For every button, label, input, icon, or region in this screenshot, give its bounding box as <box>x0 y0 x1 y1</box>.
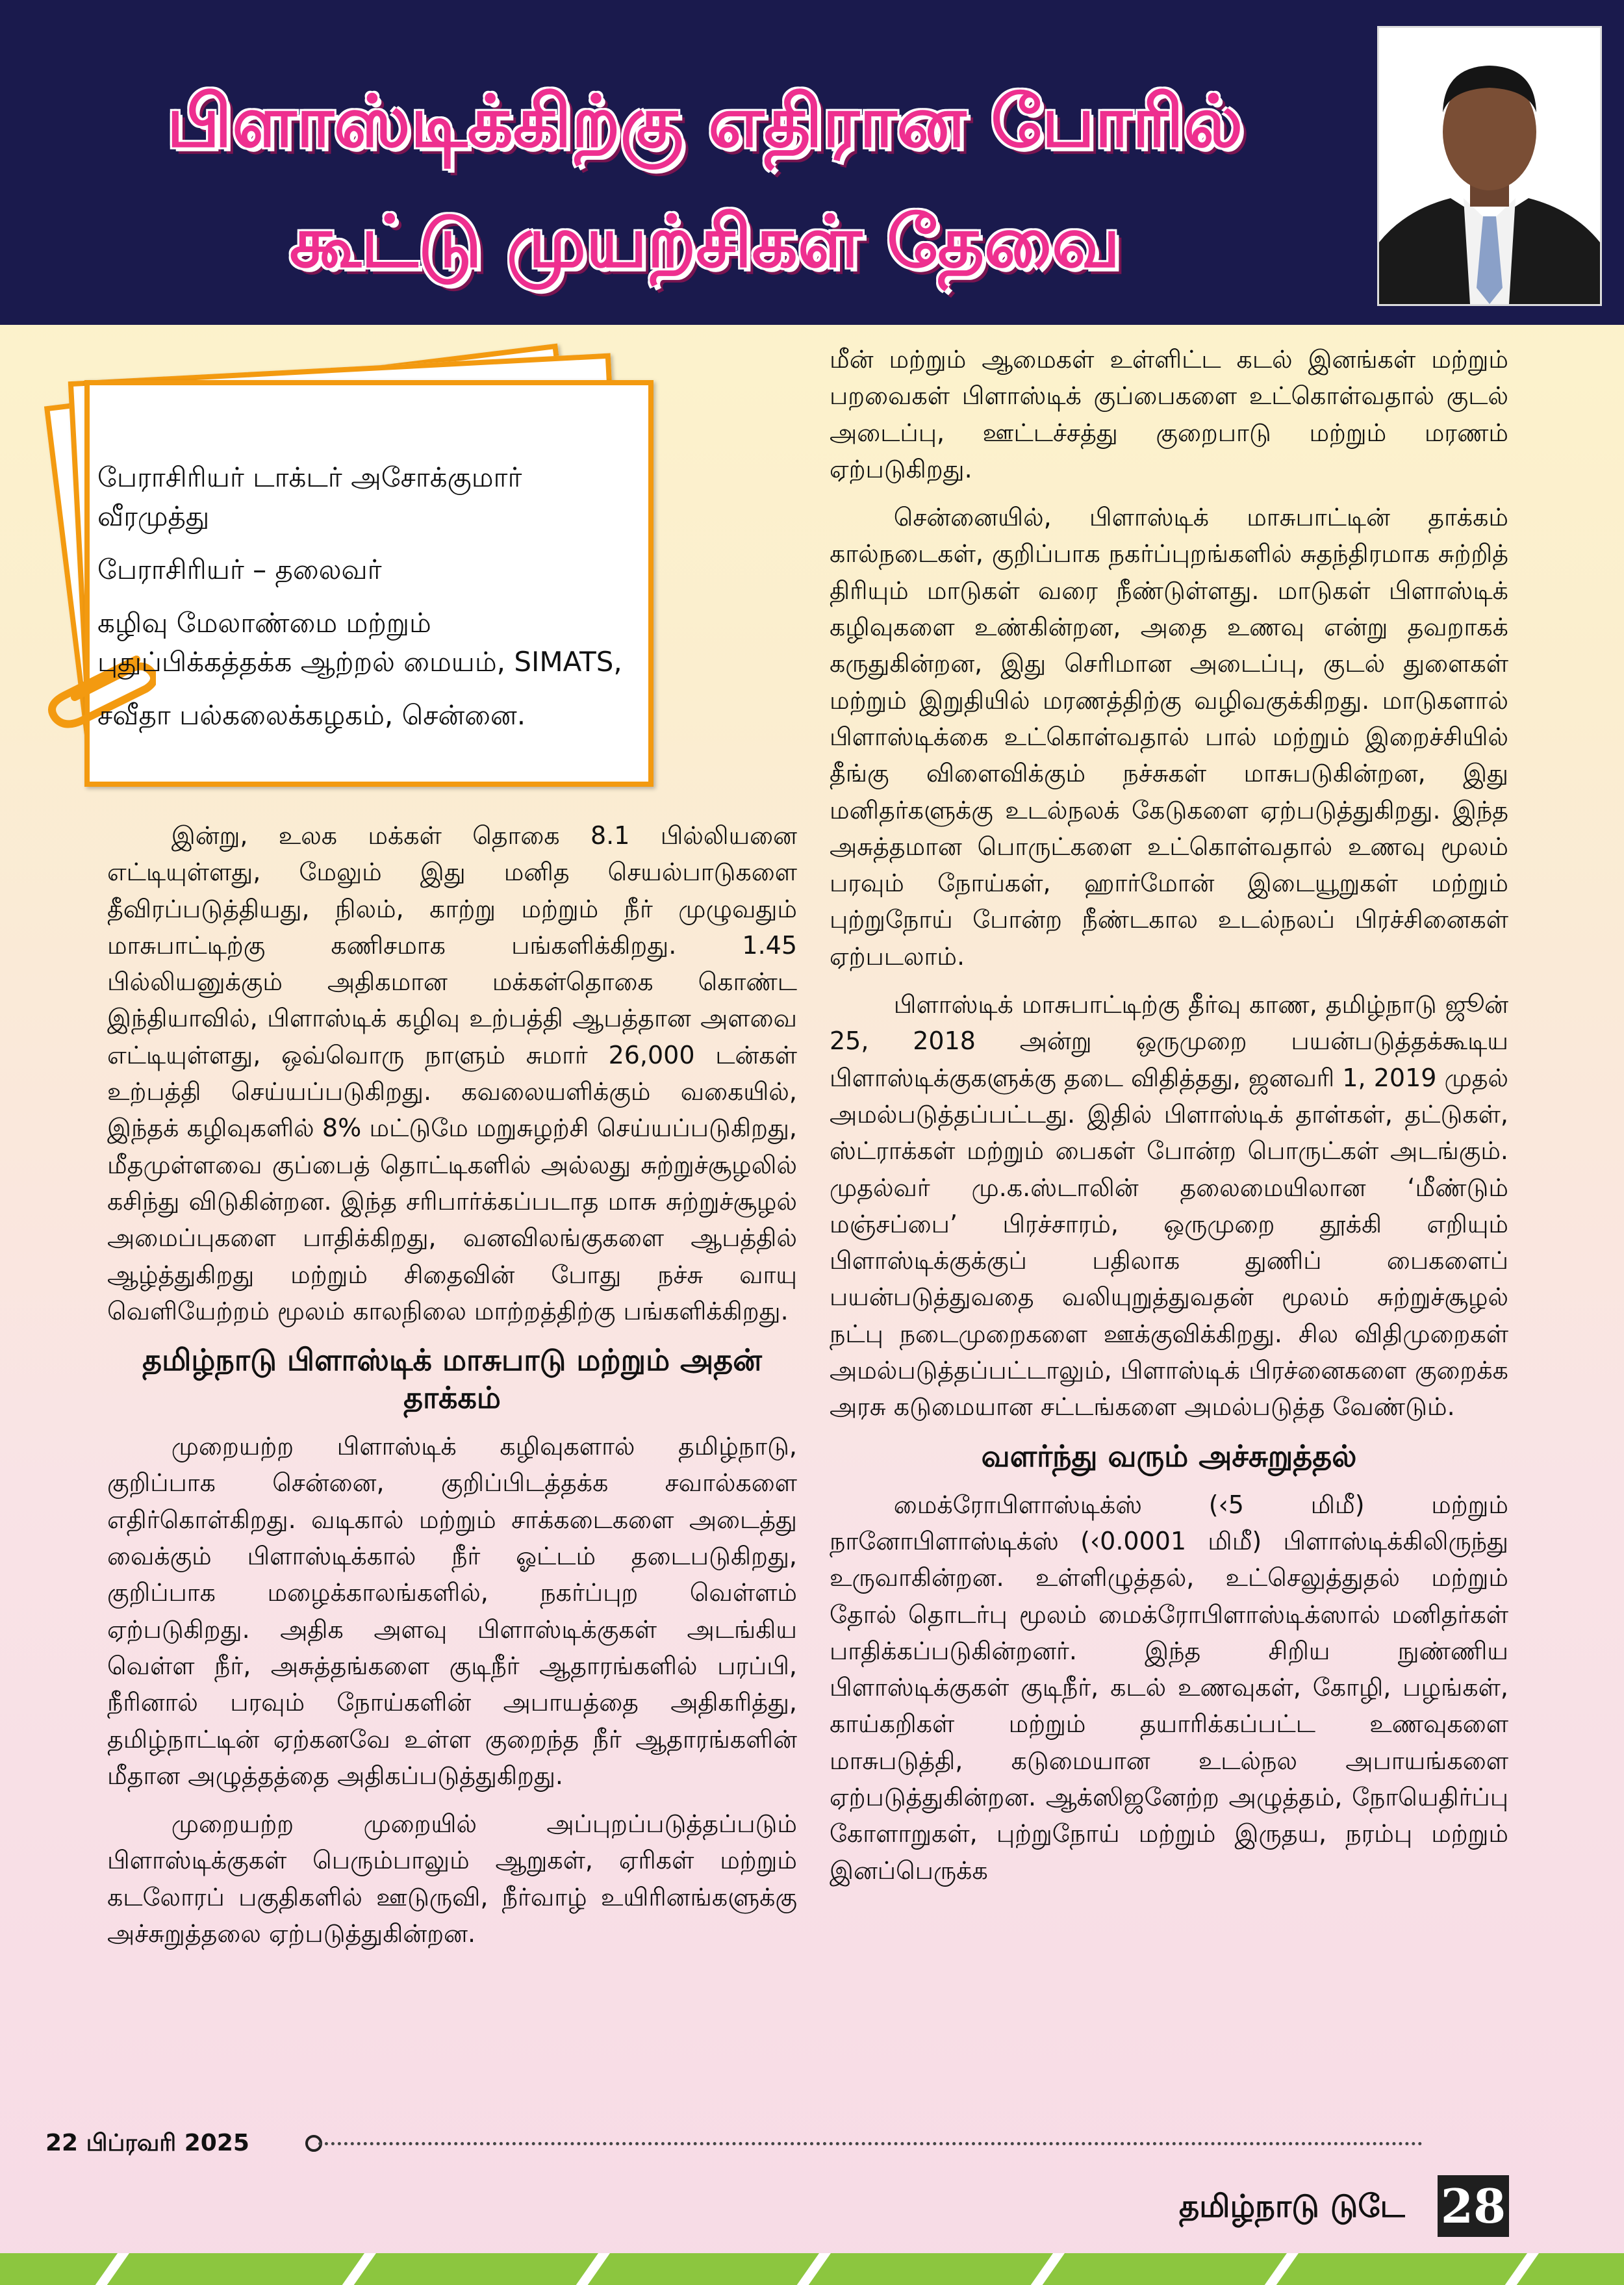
page-number: 28 <box>1438 2175 1509 2237</box>
paragraph: மைக்ரோபிளாஸ்டிக்ஸ் (‹5 மிமீ) மற்றும் நானோபிளாஸ்டிக்ஸ் (‹0.0001 மிமீ) பிளாஸ்டிக்கிலிருந்து உருவாகின்றன. உள்ளிழுத்தல், உட்செலுத்துதல் மற்றும் தோல் தொடர்பு மூலம் மைக்ரோபிளாஸ்டிக்ஸால் மனிதர்கள் பாதிக்கப்படுகின்றனர். இந்த சிறிய நுண்ணிய பிளாஸ்டிக்குகள் குடிநீர், கடல் உணவுகள், கோழி, பழங்கள், காய்கறிகள் மற்றும் தயாரிக்கப்பட்ட உணவுகளை மாசுபடுத்தி, கடுமையான உடல்நல அபாயங்களை ஏற்படுத்துகின்றன. ஆக்ஸிஜனேற்ற அழுத்தம், நோயெதிர்ப்பு கோளாறுகள், புற்றுநோய் மற்றும் இருதய, நரம்பு மற்றும் இனப்பெருக்க <box>830 1490 1508 1885</box>
title-line-2: கூட்டு முயற்சிகள் தேவை <box>289 200 1121 283</box>
stripe <box>566 2253 615 2285</box>
stripe <box>1495 2253 1543 2285</box>
author-info <box>97 458 630 749</box>
author-card <box>39 354 656 809</box>
author-name: பேராசிரியர் டாக்டர் அசோக்குமார் வீரமுத்து <box>97 461 522 532</box>
stripe <box>1021 2253 1069 2285</box>
stripe <box>86 2253 134 2285</box>
paragraph: முறையற்ற முறையில் அப்புறப்படுத்தப்படும் பிளாஸ்டிக்குகள் பெரும்பாலும் ஆறுகள், ஏரிகள் மற்றும் கடலோரப் பகுதிகளில் ஊடுருவி, நீர்வாழ் உயிரினங்களுக்கு அச்சுறுத்தலை ஏற்படுத்துகின்றன. <box>107 1809 797 1948</box>
stripe <box>333 2253 381 2285</box>
title-line-1: பிளாஸ்டிக்கிற்கு எதிரான போரில் <box>166 80 1243 163</box>
paragraph: பிளாஸ்டிக் மாசுபாட்டிற்கு தீர்வு காண, தமிழ்நாடு ஜூன் 25, 2018 அன்று ஒருமுறை பயன்படுத்தக்கூடிய பிளாஸ்டிக்குகளுக்கு தடை விதித்தது, ஜனவரி 1, 2019 முதல் அமல்படுத்தப்பட்டது. இதில் பிளாஸ்டிக் தாள்கள், தட்டுகள், ஸ்ட்ராக்கள் மற்றும் பைகள் போன்ற பொருட்கள் அடங்கும். முதல்வர் மு.க.ஸ்டாலின் தலைமையிலான ‘மீண்டும் மஞ்சப்பை’ பிரச்சாரம், ஒருமுறை தூக்கி எறியும் பிளாஸ்டிக்குக்குப் பதிலாக துணிப் பைகளைப் பயன்படுத்துவதை வலியுறுத்துவதன் மூலம் சுற்றுச்சூழல் நட்பு நடைமுறைகளை ஊக்குவிக்கிறது. சில விதிமுறைகள் அமல்படுத்தப்பட்டாலும், பிளாஸ்டிக் பிரச்னைகளை குறைக்க அரசு கடுமையான சட்டங்களை அமல்படுத்த வேண்டும். <box>830 990 1508 1422</box>
paragraph: சென்னையில், பிளாஸ்டிக் மாசுபாட்டின் தாக்கம் கால்நடைகள், குறிப்பாக நகர்ப்புறங்களில் சுதந்திரமாக சுற்றித் திரியும் மாடுகள் வரை நீண்டுள்ளது. மாடுகள் பிளாஸ்டிக் கழிவுகளை உண்கின்றன, அதை உணவு என்று தவறாகக் கருதுகின்றன, இது செரிமான அடைப்பு, குடல் துளைகள் மற்றும் இறுதியில் மரணத்திற்கு வழிவகுக்கிறது. மாடுகளால் பிளாஸ்டிக்கை உட்கொள்வதால் பால் மற்றும் இறைச்சியில் தீங்கு விளைவிக்கும் நச்சுகள் மாசுபடுகின்றன, இது மனிதர்களுக்கு உடல்நலக் கேடுகளை ஏற்படுத்துகிறது. இந்த அசுத்தமான பொருட்களை உட்கொள்வதால் உணவு மூலம் பரவும் நோய்கள், ஹார்மோன் இடையூறுகள் மற்றும் புற்றுநோய் போன்ற நீண்டகால உடல்நலப் பிரச்சினைகள் ஏற்படலாம். <box>830 503 1508 971</box>
paragraph: இன்று, உலக மக்கள் தொகை 8.1 பில்லியனை எட்டியுள்ளது, மேலும் இது மனித செயல்பாடுகளை தீவிரப்படுத்தியது, நிலம், காற்று மற்றும் நீர் முழுவதும் மாசுபாட்டிற்கு கணிசமாக பங்களிக்கிறது. 1.45 பில்லியனுக்கும் அதிகமான மக்கள்தொகை கொண்ட இந்தியாவில், பிளாஸ்டிக் கழிவு உற்பத்தி ஆபத்தான அளவை எட்டியுள்ளது, ஒவ்வொரு நாளும் சுமார் 26,000 டன்கள் உற்பத்தி செய்யப்படுகிறது. கவலையளிக்கும் வகையில், இந்தக் கழிவுகளில் 8% மட்டுமே மறுசுழற்சி செய்யப்படுகிறது, மீதமுள்ளவை குப்பைத் தொட்டிகளில் அல்லது சுற்றுச்சூழலில் கசிந்து விடுகின்றன. இந்த சரிபார்க்கப்படாத மாசு சுற்றுச்சூழல் அமைப்புகளை பாதிக்கிறது, வனவிலங்குகளை ஆபத்தில் ஆழ்த்துகிறது மற்றும் சிதைவின் போது நச்சு வாயு வெளியேற்றம் மூலம் காலநிலை மாற்றத்திற்கு பங்களிக்கிறது. <box>107 821 797 1325</box>
section-heading: தமிழ்நாடு பிளாஸ்டிக் மாசுபாடு மற்றும் அதன் தாக்கம் <box>142 1342 762 1416</box>
section-heading: வளர்ந்து வரும் அச்சுறுத்தல் <box>981 1438 1357 1474</box>
article-title <box>71 62 1338 302</box>
right-column <box>830 341 1508 1900</box>
paragraph: முறையற்ற பிளாஸ்டிக் கழிவுகளால் தமிழ்நாடு, குறிப்பாக சென்னை, குறிப்பிடத்தக்க சவால்களை எதிர்கொள்கிறது. வடிகால் மற்றும் சாக்கடைகளை அடைத்து வைக்கும் பிளாஸ்டிக்கால் நீர் ஓட்டம் தடைபடுகிறது, குறிப்பாக மழைக்காலங்களில், நகர்ப்புற வெள்ளம் ஏற்படுகிறது. அதிக அளவு பிளாஸ்டிக்குகள் அடங்கிய வெள்ள நீர், அசுத்தங்களை குடிநீர் ஆதாரங்களில் பரப்பி, நீரினால் பரவும் நோய்களின் அபாயத்தை அதிகரித்து, தமிழ்நாட்டின் ஏற்கனவே உள்ள குறைந்த நீர் ஆதாரங்களின் மீதான அழுத்தத்தை அதிகப்படுத்துகிறது. <box>107 1432 797 1790</box>
magazine-name: தமிழ்நாடு டுடே <box>1179 2188 1405 2225</box>
paragraph: மீன் மற்றும் ஆமைகள் உள்ளிட்ட கடல் இனங்கள் மற்றும் பறவைகள் பிளாஸ்டிக் குப்பைகளை உட்கொள்வதால் குடல் அடைப்பு, ஊட்டச்சத்து குறைபாடு மற்றும் மரணம் ஏற்படுகிறது. <box>830 345 1508 483</box>
author-photo <box>1377 26 1602 306</box>
footer-strip <box>0 2253 1624 2285</box>
left-column <box>107 817 797 1963</box>
dotted-divider <box>318 2142 1423 2145</box>
issue-date: 22 பிப்ரவரி 2025 <box>45 2130 249 2156</box>
stripe <box>787 2253 835 2285</box>
stripe <box>1255 2253 1303 2285</box>
author-univ: சவீதா பல்கலைக்கழகம், சென்னை. <box>97 699 526 731</box>
author-role: பேராசிரியர் – தலைவர் <box>97 554 382 585</box>
author-dept: கழிவு மேலாண்மை மற்றும் புதுப்பிக்கத்தக்க ஆற்றல் மையம், SIMATS, <box>97 607 622 678</box>
